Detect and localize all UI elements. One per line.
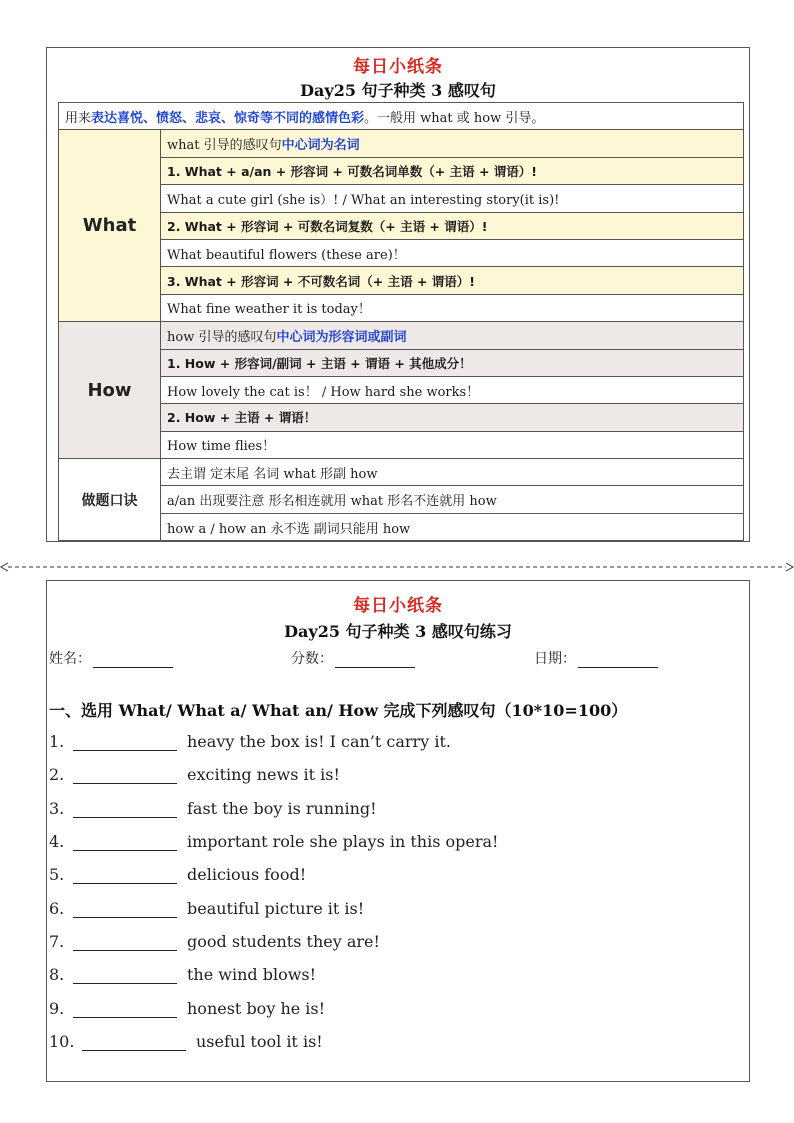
question-text: good students they are! <box>187 932 380 951</box>
question-text: important role she plays in this opera! <box>187 832 499 851</box>
question-text: beautiful picture it is! <box>187 899 365 918</box>
question-text: exciting news it is! <box>187 765 340 784</box>
answer-blank[interactable] <box>73 735 177 751</box>
how-rule-1: 1. How + 形容词/副词 + 主语 + 谓语 + 其他成分！ <box>161 349 744 376</box>
question-text: the wind blows! <box>187 965 317 984</box>
answer-blank[interactable] <box>73 768 177 784</box>
question-text: useful tool it is! <box>196 1032 323 1051</box>
reference-header: 每日小纸条 <box>353 57 443 77</box>
tips-line-3: how a / how an 永不选 副词只能用 how <box>161 513 744 540</box>
arrow-right-icon <box>786 563 793 571</box>
question-9 <box>49 999 325 1018</box>
question-7 <box>49 932 380 951</box>
what-example-3: What fine weather it is today！ <box>161 294 744 321</box>
practice-header: 每日小纸条 <box>353 596 443 616</box>
intro-row <box>59 103 744 130</box>
arrow-left-icon <box>1 563 8 571</box>
date-label: 日期： <box>534 651 576 667</box>
question-number: 6. <box>49 899 65 918</box>
how-lead-highlight: 中心词为形容词或副词 <box>276 329 407 345</box>
answer-blank[interactable] <box>73 868 177 884</box>
practice-title: Day25 句子种类 3 感叹句练习 <box>284 622 512 641</box>
how-example-2: How time flies！ <box>161 431 744 458</box>
how-lead-prefix: how 引导的感叹句 <box>167 329 277 345</box>
how-category: How <box>59 322 161 459</box>
score-label: 分数： <box>291 651 333 667</box>
question-number: 10. <box>49 1032 75 1051</box>
answer-blank[interactable] <box>82 1035 186 1051</box>
what-category: What <box>59 130 161 322</box>
tips-line-1: 去主谓 定末尾 名词 what 形副 how <box>161 459 744 486</box>
reference-card <box>46 47 750 542</box>
reference-title: Day25 句子种类 3 感叹句 <box>300 81 496 100</box>
what-example-1: What a cute girl (she is）! / What an interesting story(it is)! <box>161 185 744 212</box>
section-title: 一、选用 What/ What a/ What an/ How 完成下列感叹句（10*10=100） <box>49 701 628 720</box>
question-10 <box>49 1032 323 1051</box>
intro-prefix: 用来 <box>65 110 92 126</box>
what-lead-prefix: what 引导的感叹句 <box>167 138 282 154</box>
what-rule-1: 1. What + a/an + 形容词 + 可数名词单数（+ 主语 + 谓语）! <box>161 157 744 184</box>
question-6 <box>49 899 364 918</box>
name-line[interactable] <box>93 654 173 668</box>
question-8 <box>49 965 316 984</box>
intro-suffix: 。一般用 what 或 how 引导。 <box>364 110 545 126</box>
cut-divider <box>0 560 794 574</box>
question-number: 2. <box>49 765 65 784</box>
answer-blank[interactable] <box>73 1002 177 1018</box>
question-4 <box>49 832 498 851</box>
question-3 <box>49 799 377 818</box>
score-line[interactable] <box>335 654 415 668</box>
what-rule-3: 3. What + 形容词 + 不可数名词（+ 主语 + 谓语）! <box>161 267 744 294</box>
answer-blank[interactable] <box>73 968 177 984</box>
question-number: 8. <box>49 965 65 984</box>
question-text: delicious food! <box>187 865 307 884</box>
grammar-table <box>58 102 744 541</box>
date-field[interactable] <box>534 648 658 668</box>
what-example-2: What beautiful flowers (these are)！ <box>161 239 744 266</box>
question-number: 7. <box>49 932 65 951</box>
how-rule-2: 2. How + 主语 + 谓语！ <box>161 404 744 431</box>
answer-blank[interactable] <box>73 935 177 951</box>
what-lead-highlight: 中心词为名词 <box>281 138 360 154</box>
question-5 <box>49 865 306 884</box>
tips-category: 做题口诀 <box>59 459 161 541</box>
date-line[interactable] <box>578 654 658 668</box>
what-rule-2: 2. What + 形容词 + 可数名词复数（+ 主语 + 谓语）! <box>161 212 744 239</box>
question-number: 9. <box>49 999 65 1018</box>
answer-blank[interactable] <box>73 835 177 851</box>
question-2 <box>49 765 340 784</box>
question-text: heavy the box is! I can’t carry it. <box>187 732 451 751</box>
score-field[interactable] <box>291 648 415 668</box>
answer-blank[interactable] <box>73 802 177 818</box>
answer-blank[interactable] <box>73 902 177 918</box>
question-number: 1. <box>49 732 65 751</box>
practice-card <box>46 580 750 1082</box>
how-example-1: How lovely the cat is！ / How hard she works！ <box>161 376 744 403</box>
name-label: 姓名： <box>49 651 91 667</box>
what-lead <box>161 130 744 157</box>
question-number: 3. <box>49 799 65 818</box>
question-number: 5. <box>49 865 65 884</box>
question-number: 4. <box>49 832 65 851</box>
tips-line-2: a/an 出现要注意 形名相连就用 what 形名不连就用 how <box>161 486 744 513</box>
question-text: fast the boy is running! <box>187 799 377 818</box>
intro-highlight: 表达喜悦、愤怒、悲哀、惊奇等不同的感情色彩 <box>91 110 365 126</box>
intro-cell <box>59 103 744 130</box>
name-field[interactable] <box>49 648 173 668</box>
question-1 <box>49 732 451 751</box>
question-text: honest boy he is! <box>187 999 326 1018</box>
how-lead <box>161 322 744 349</box>
